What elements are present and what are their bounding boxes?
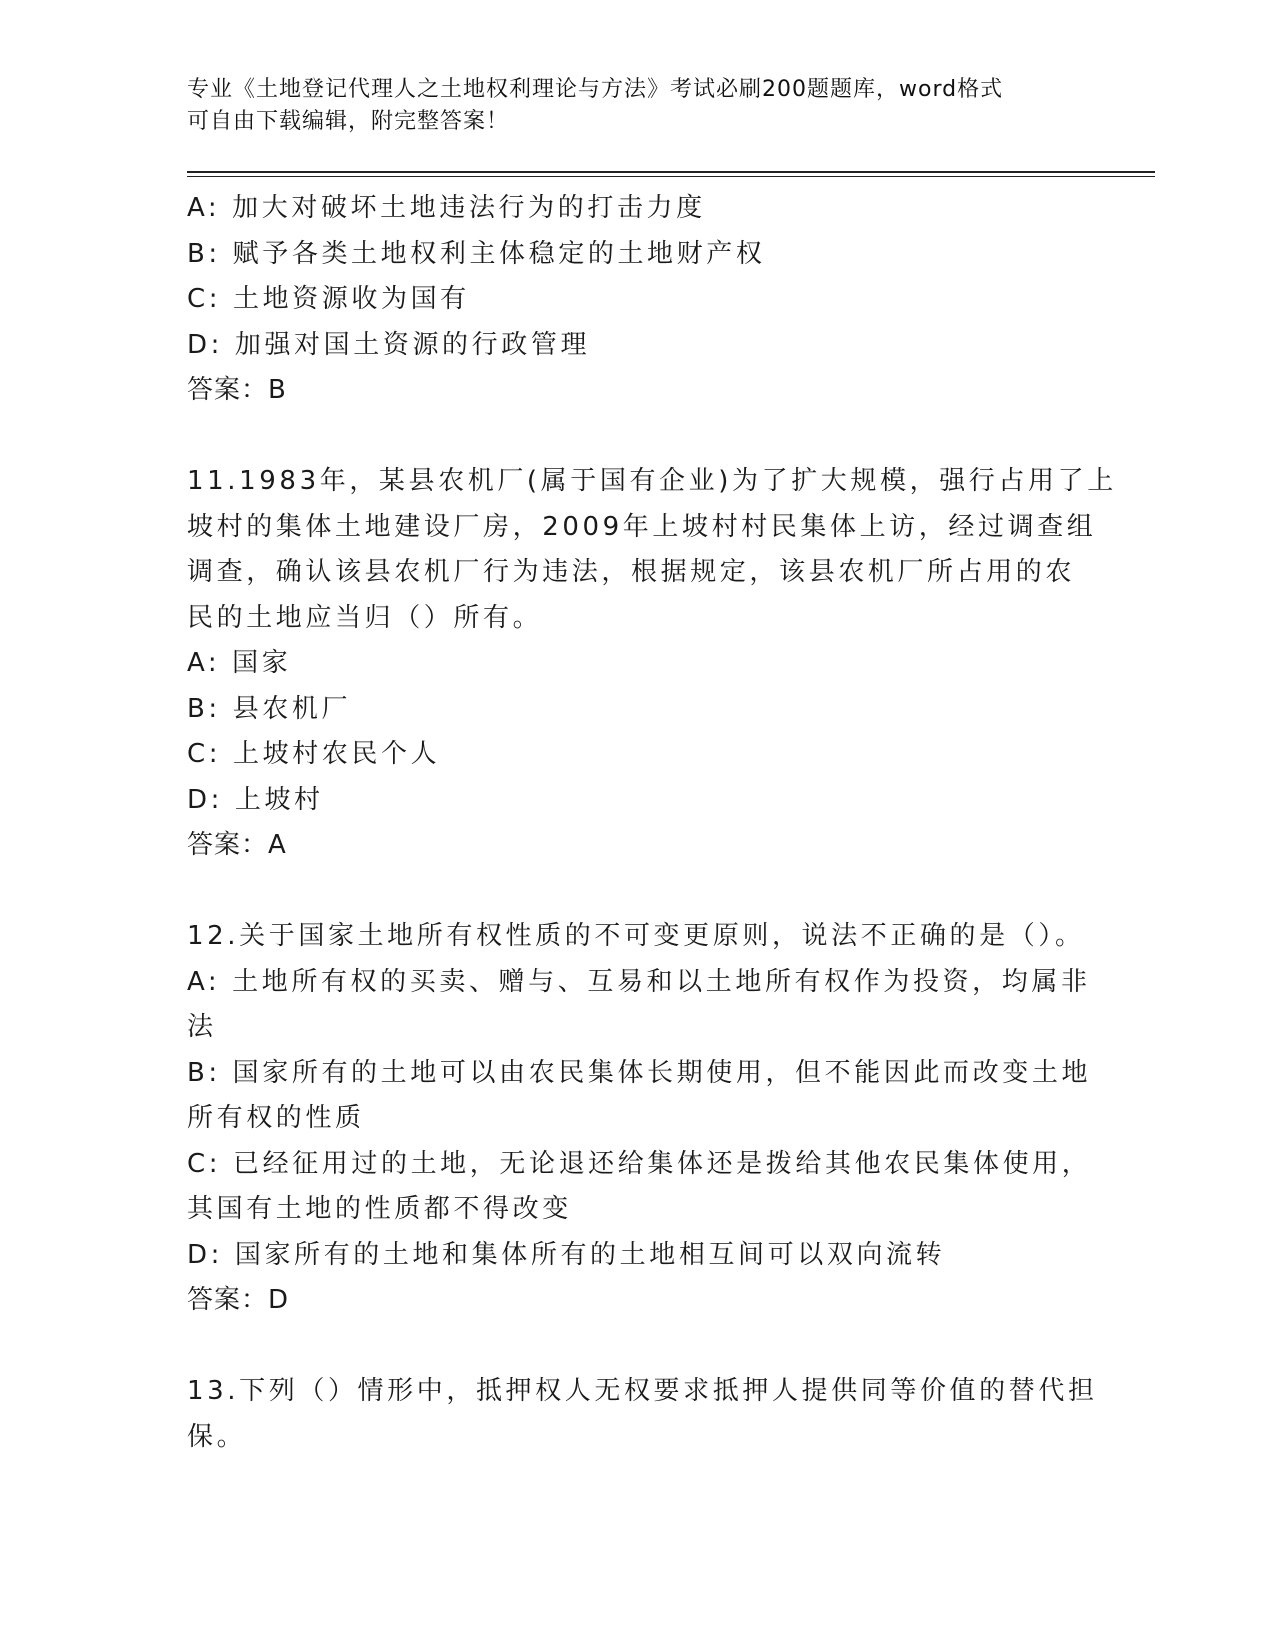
question-12-options (187, 960, 1092, 1279)
question-12-stem (187, 914, 1087, 960)
question-10-answer: 答案：B (187, 375, 287, 405)
stem-line: 保。 (187, 1421, 247, 1452)
question-10-options (187, 186, 1087, 368)
question-13-stem (187, 1369, 1098, 1460)
option-b: B: 赋予各类土地权利主体稳定的土地财产权 (187, 238, 766, 269)
stem-line: 民的土地应当归（）所有。 (187, 602, 543, 633)
option-d: D: 国家所有的土地和集体所有的土地相互间可以双向流转 (187, 1239, 946, 1270)
option-c-line-2: 其国有土地的性质都不得改变 (187, 1194, 572, 1224)
option-b-line-2: 所有权的性质 (187, 1103, 365, 1133)
document-header (187, 74, 1087, 138)
stem-line: 11.1983年，某县农机厂(属于国有企业)为了扩大规模，强行占用了上 (187, 466, 1117, 496)
stem-line: 坡村的集体土地建设厂房，2009年上坡村村民集体上访，经过调查组 (187, 511, 1097, 542)
header-divider-top (187, 171, 1155, 173)
option-d: D: 上坡村 (187, 784, 324, 815)
question-12-answer: 答案：D (187, 1285, 290, 1315)
option-c: C: 上坡村农民个人 (187, 739, 441, 769)
option-a-line-2: 法 (187, 1012, 217, 1042)
option-b-line-1: B: 国家所有的土地可以由农民集体长期使用，但不能因此而改变土地 (187, 1057, 1092, 1088)
option-c-line-1: C: 已经征用过的土地，无论退还给集体还是拨给其他农民集体使用， (187, 1148, 1092, 1179)
header-line-2: 可自由下载编辑，附完整答案！ (187, 109, 510, 134)
option-c: C: 土地资源收为国有 (187, 284, 470, 314)
option-b: B: 县农机厂 (187, 693, 352, 724)
option-d: D: 加强对国土资源的行政管理 (187, 329, 591, 360)
option-a: A: 国家 (187, 648, 292, 678)
stem-line: 调查，确认该县农机厂行为违法，根据规定，该县农机厂所占用的农 (187, 557, 1076, 587)
question-11-options (187, 641, 1087, 823)
option-a: A: 加大对破坏土地违法行为的打击力度 (187, 193, 706, 223)
header-divider-bottom (187, 176, 1155, 177)
question-11-answer: 答案：A (187, 830, 287, 860)
stem-line: 13.下列（）情形中，抵押权人无权要求抵押人提供同等价值的替代担 (187, 1376, 1098, 1406)
question-content (187, 186, 1117, 1460)
question-11-stem (187, 459, 1117, 641)
stem-line: 12.关于国家土地所有权性质的不可变更原则，说法不正确的是（）。 (187, 921, 1085, 951)
option-a-line-1: A: 土地所有权的买卖、赠与、互易和以土地所有权作为投资，均属非 (187, 966, 1091, 997)
header-line-1: 专业《土地登记代理人之土地权利理论与方法》考试必刷200题题库，word格式 (187, 77, 1004, 102)
